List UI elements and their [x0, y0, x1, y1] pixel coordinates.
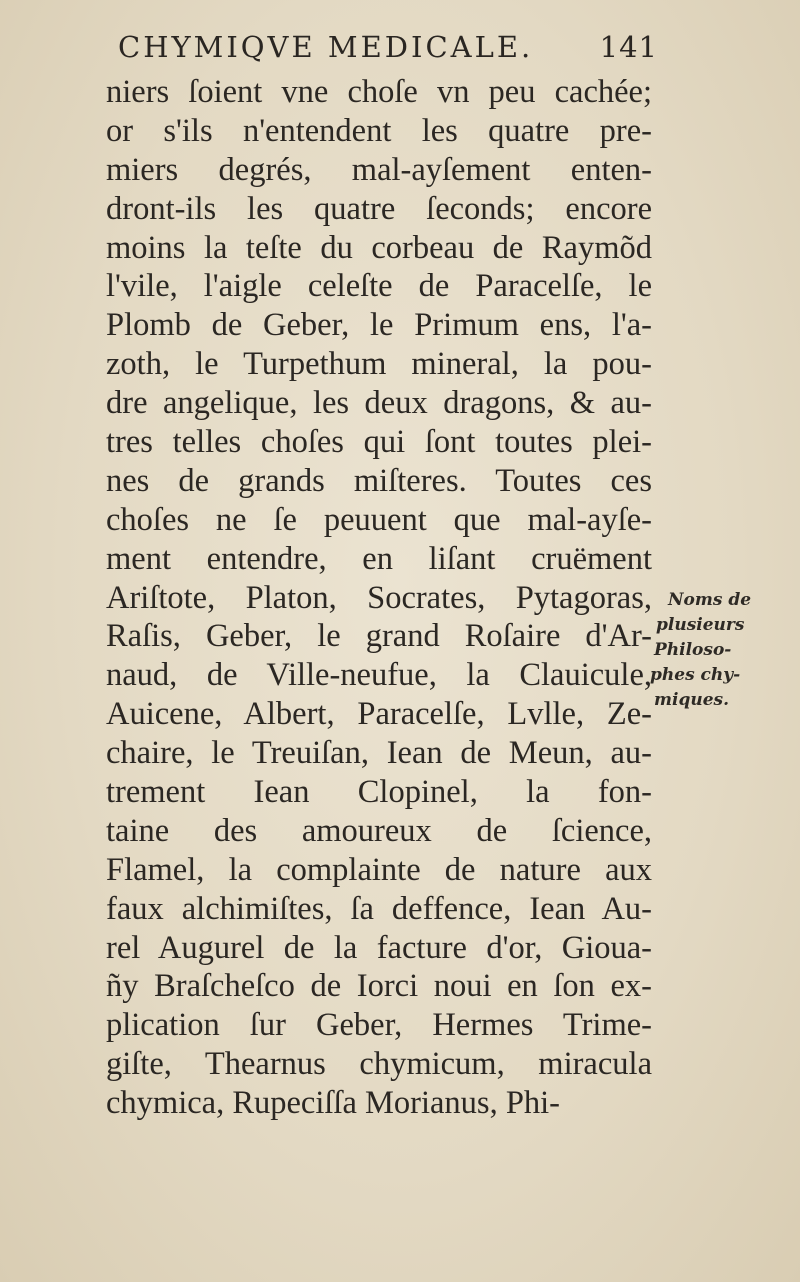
text-line: taine des amoureux de ſcience,	[106, 812, 652, 849]
margin-note-line: Noms de	[668, 590, 752, 610]
text-line: zoth, le Turpethum mineral, la pou-	[106, 346, 652, 383]
text-line: chymica, Rupeciſſa Morianus, Phi-	[106, 1085, 561, 1122]
text-line: Plomb de Geber, le Primum ens, l'a-	[106, 307, 652, 344]
text-line: Ariſtote, Platon, Socrates, Pytagoras,	[106, 579, 652, 616]
text-line: dre angelique, les deux dragons, & au-	[106, 385, 652, 422]
margin-note	[650, 588, 800, 713]
text-line: niers ſoient vne choſe vn peu cachée;	[106, 74, 652, 110]
text-line: choſes ne ſe peuuent que mal-ayſe-	[106, 501, 652, 538]
text-line: chaire, le Treuiſan, Iean de Meun, au-	[106, 735, 652, 772]
running-title: CHYMIQVE MEDICALE.	[118, 30, 534, 64]
margin-note-line: phes chy-	[650, 665, 741, 685]
text-line: Raſis, Geber, le grand Roſaire d'Ar-	[106, 618, 652, 655]
text-line: plication ſur Geber, Hermes Trime-	[106, 1007, 652, 1044]
text-line: dront-ils les quatre ſeconds; encore	[106, 190, 652, 227]
text-line: trement Iean Clopinel, la fon-	[106, 774, 652, 811]
text-line: nes de grands miſteres. Toutes ces	[106, 462, 652, 499]
text-line: miers degrés, mal-ayſement enten-	[106, 151, 652, 188]
text-line: Flamel, la complainte de nature aux	[106, 851, 652, 888]
page-header	[118, 30, 658, 64]
body-text	[106, 73, 652, 1123]
margin-note-line: plusieurs	[656, 615, 745, 635]
text-line: ment entendre, en liſant cruëment	[106, 540, 652, 577]
page-number: 141	[599, 30, 658, 64]
text-line: ñy Braſcheſco de Iorci noui en ſon ex-	[106, 968, 652, 1005]
text-line: l'vile, l'aigle celeſte de Paracelſe, le	[106, 268, 652, 305]
text-line: faux alchimiſtes, ſa deffence, Iean Au-	[106, 890, 652, 927]
text-line: or s'ils n'entendent les quatre pre-	[106, 112, 652, 149]
text-line: giſte, Thearnus chymicum, miracula	[106, 1046, 652, 1083]
text-line: Auicene, Albert, Paracelſe, Lvlle, Ze-	[106, 696, 652, 733]
margin-note-line: miques.	[654, 690, 729, 710]
margin-note-line: Philoso-	[654, 640, 732, 660]
text-line: naud, de Ville-neufue, la Clauicule,	[106, 657, 652, 694]
text-line: tres telles choſes qui ſont toutes plei-	[106, 424, 652, 461]
text-line: rel Augurel de la facture d'or, Gioua-	[106, 929, 652, 966]
text-line: moins la teſte du corbeau de Raymõd	[106, 229, 652, 266]
